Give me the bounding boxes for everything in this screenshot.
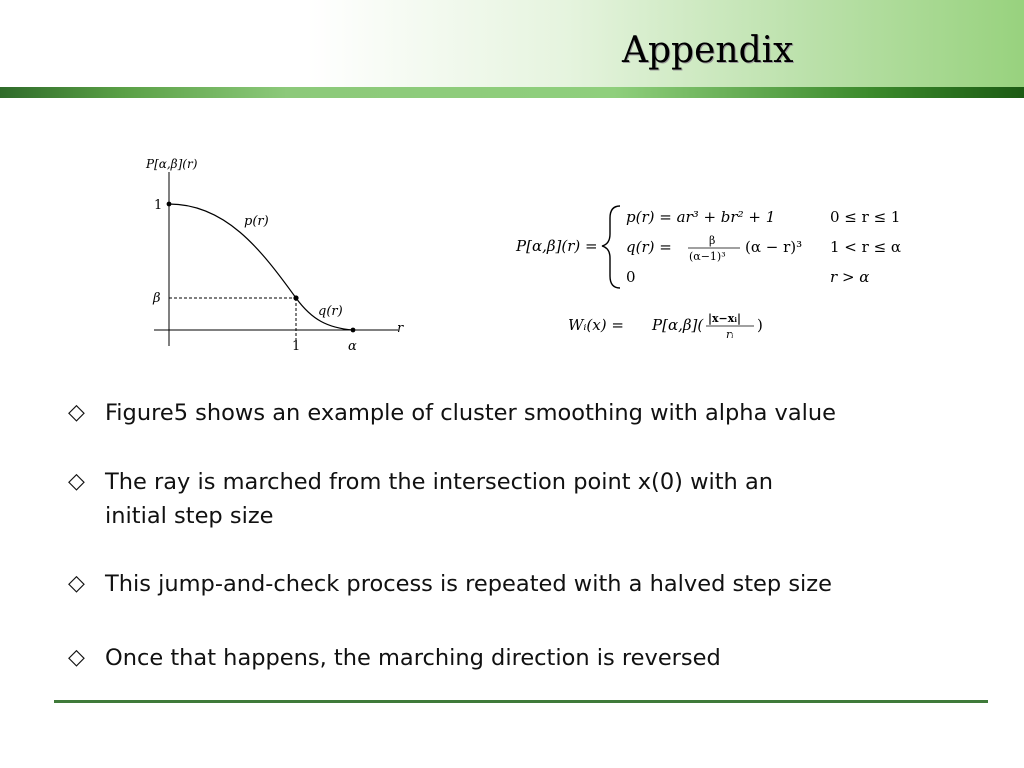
- case-brace: [602, 206, 620, 288]
- x-axis-label: r: [397, 321, 404, 336]
- bullet-text-line-1: The ray is marched from the intersection point x(0) with an: [105, 469, 774, 495]
- header-band: [0, 0, 1024, 88]
- y-tick-beta: β: [153, 291, 161, 306]
- case1-expression: p(r) = ar³ + br² + 1: [626, 208, 776, 226]
- curve-q-label: q(r): [318, 304, 343, 319]
- curve-p-label: p(r): [244, 214, 269, 229]
- bullet-text: Once that happens, the marching direction is reversed: [105, 645, 721, 671]
- bullet-text: Figure5 shows an example of cluster smoothing with alpha value: [105, 400, 836, 426]
- weight-lhs: Wᵢ(x) =: [568, 316, 624, 334]
- case1-condition: 0 ≤ r ≤ 1: [830, 208, 901, 226]
- case2-expression: q(r) =: [626, 238, 672, 256]
- formula-block: [512, 196, 932, 346]
- weight-denominator: rᵢ: [726, 328, 734, 341]
- point-one: [167, 202, 172, 207]
- bullet-item-1: [68, 396, 985, 430]
- smoothing-function-graph: [140, 152, 420, 352]
- diamond-bullet-icon: ◇: [68, 571, 85, 596]
- curve-p: [169, 204, 296, 298]
- point-alpha: [351, 328, 356, 333]
- bullet-item-3: [68, 567, 985, 601]
- bullet-text: This jump-and-check process is repeated with a halved step size: [105, 571, 832, 597]
- header-rule: [0, 87, 1024, 98]
- case2-numerator: β: [709, 234, 716, 247]
- bullet-text: [105, 465, 985, 533]
- case3-condition: r > α: [830, 268, 870, 286]
- diamond-bullet-icon: ◇: [68, 400, 85, 425]
- x-tick-one: 1: [292, 339, 301, 352]
- diamond-bullet-icon: ◇: [68, 469, 85, 494]
- case2-tail: (α − r)³: [745, 238, 803, 256]
- footer-rule: [54, 700, 988, 703]
- y-axis-label: P[α,β](r): [146, 157, 198, 171]
- bullet-item-4: [68, 641, 985, 675]
- y-tick-one: 1: [154, 198, 163, 213]
- x-tick-alpha: α: [348, 339, 357, 352]
- slide-title: Appendix: [622, 30, 794, 71]
- case2-condition: 1 < r ≤ α: [830, 238, 902, 256]
- weight-rhs: P[α,β](: [652, 316, 704, 334]
- weight-numerator: |x−xᵢ|: [708, 312, 741, 325]
- case3-expression: 0: [626, 268, 636, 286]
- diamond-bullet-icon: ◇: [68, 645, 85, 670]
- bullet-item-2: [68, 465, 985, 533]
- bullet-text-line-2: initial step size: [105, 503, 274, 529]
- weight-close-paren: ): [757, 316, 763, 334]
- formula-lhs: P[α,β](r) =: [516, 237, 598, 255]
- point-beta: [293, 295, 298, 300]
- case2-denominator: (α−1)³: [689, 250, 726, 263]
